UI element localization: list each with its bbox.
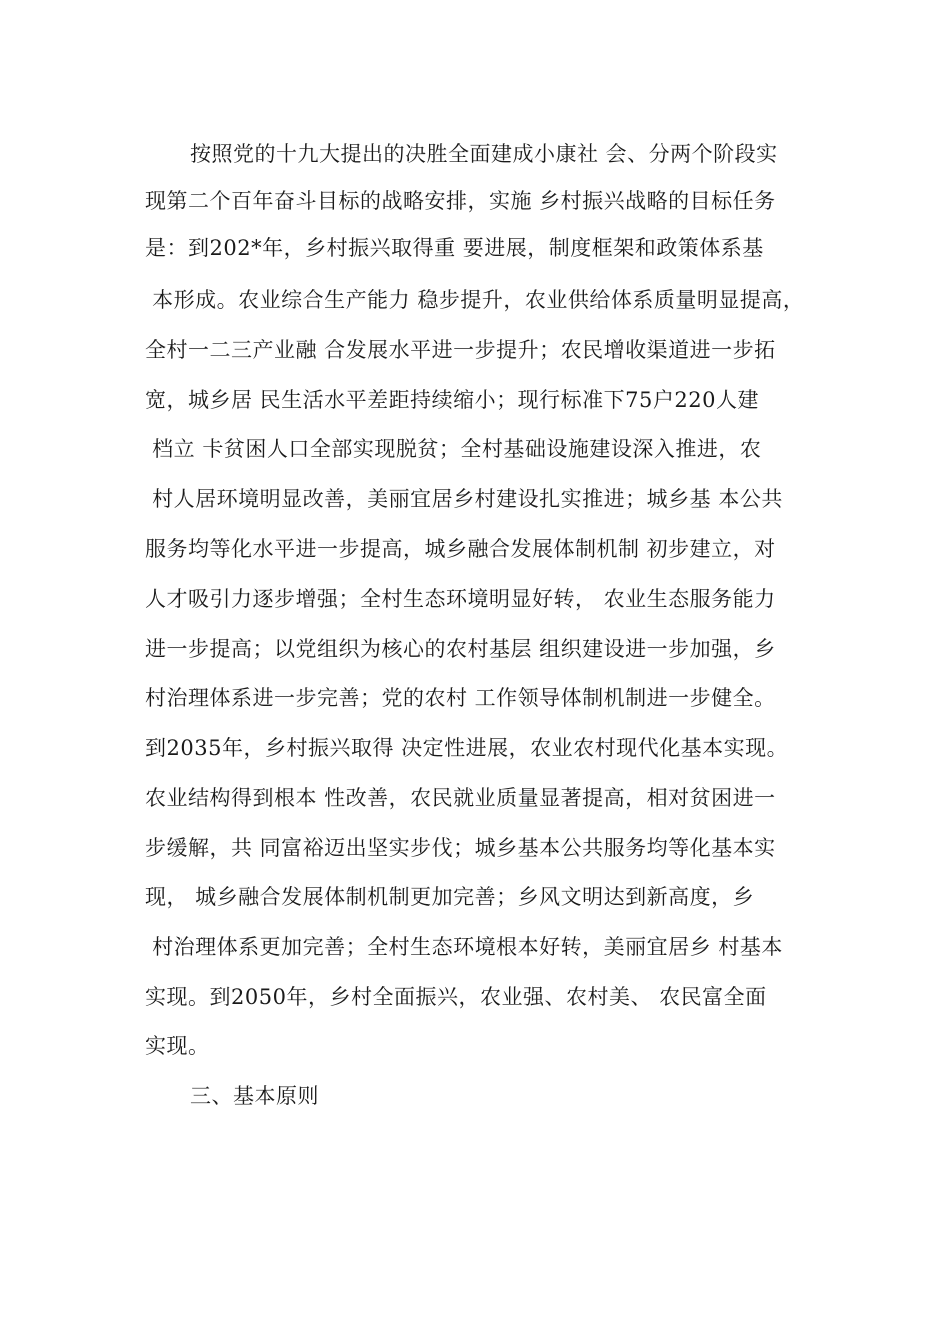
paragraph-line: 本形成。农业综合生产能力 稳步提升，农业供给体系质量明显提高， [145, 288, 805, 312]
section-heading: 三、基本原则 [190, 1084, 319, 1108]
paragraph-line: 全村一二三产业融 合发展水平进一步提升；农民增收渠道进一步拓 [145, 338, 776, 362]
paragraph-line: 按照党的十九大提出的决胜全面建成小康社 会、分两个阶段实 [190, 142, 778, 166]
paragraph-line: 宽，城乡居 民生活水平差距持续缩小；现行标准下75户220人建 [145, 388, 759, 412]
paragraph-line: 是：到202*年，乡村振兴取得重 要进展，制度框架和政策体系基 [145, 236, 764, 260]
paragraph-line: 实现。 [145, 1034, 210, 1058]
paragraph-line: 实现。到2050年，乡村全面振兴，农业强、农村美、 农民富全面 [145, 985, 767, 1009]
paragraph-line: 村治理体系进一步完善；党的农村 工作领导体制机制进一步健全。 [145, 686, 776, 710]
paragraph-line: 到2035年，乡村振兴取得 决定性进展，农业农村现代化基本实现。 [145, 736, 789, 760]
paragraph-line: 服务均等化水平进一步提高，城乡融合发展体制机制 初步建立，对 [145, 537, 776, 561]
paragraph-line: 步缓解，共 同富裕迈出坚实步伐；城乡基本公共服务均等化基本实 [145, 836, 776, 860]
paragraph-line: 人才吸引力逐步增强；全村生态环境明显好转， 农业生态服务能力 [145, 587, 776, 611]
paragraph-line: 现， 城乡融合发展体制机制更加完善；乡风文明达到新高度，乡 [145, 885, 755, 909]
paragraph-line: 进一步提高；以党组织为核心的农村基层 组织建设进一步加强，乡 [145, 637, 776, 661]
paragraph-line: 农业结构得到根本 性改善，农民就业质量显著提高，相对贫困进一 [145, 786, 776, 810]
paragraph-line: 村人居环境明显改善，美丽宜居乡村建设扎实推进；城乡基 本公共 [145, 487, 783, 511]
paragraph-line: 现第二个百年奋斗目标的战略安排，实施 乡村振兴战略的目标任务 [145, 189, 776, 213]
paragraph-line: 村治理体系更加完善；全村生态环境根本好转，美丽宜居乡 村基本 [145, 935, 783, 959]
paragraph-line: 档立 卡贫困人口全部实现脱贫；全村基础设施建设深入推进，农 [145, 437, 762, 461]
